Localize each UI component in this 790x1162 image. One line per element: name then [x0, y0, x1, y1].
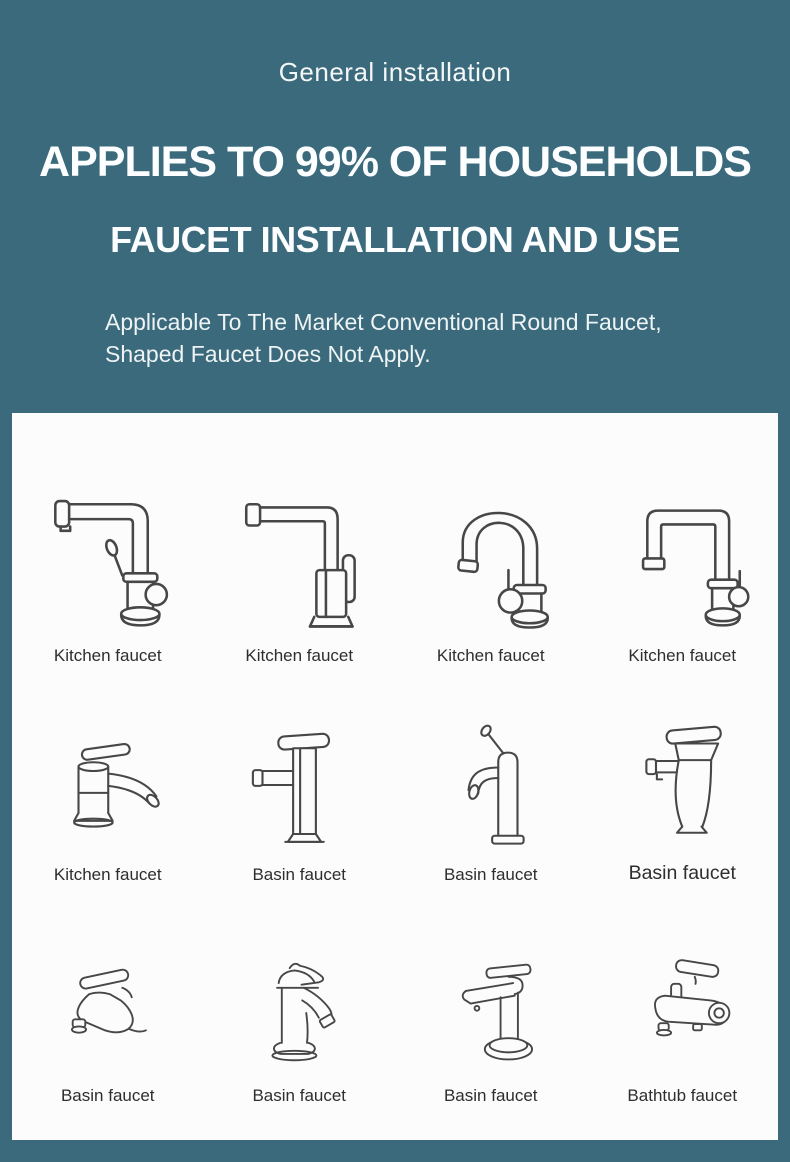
applicability-note — [0, 307, 790, 370]
basin-faucet-tapered-icon — [621, 712, 744, 852]
basin-faucet-swan-icon — [244, 950, 354, 1076]
faucet-cell — [587, 690, 779, 925]
faucet-label: Kitchen faucet — [53, 865, 162, 884]
basin-faucet-compact-icon — [53, 950, 163, 1076]
faucet-label: Kitchen faucet — [245, 646, 354, 665]
sub-heading: FAUCET INSTALLATION AND USE — [110, 219, 680, 260]
note-line-1: Applicable To The Market Conventional Round Faucet, — [105, 309, 662, 335]
header-section — [0, 0, 790, 413]
faucet-cell — [395, 925, 587, 1140]
kitchen-faucet-gooseneck-icon — [416, 466, 565, 636]
faucet-label: Basin faucet — [252, 1086, 347, 1105]
faucet-cell — [587, 925, 779, 1140]
faucet-cell — [395, 690, 587, 925]
basin-faucet-tall-icon — [436, 950, 546, 1076]
faucet-label: Basin faucet — [443, 1086, 538, 1105]
faucet-label: Kitchen faucet — [628, 646, 737, 665]
kitchen-faucet-long-spout-icon — [47, 715, 170, 855]
faucet-label: Bathtub faucet — [627, 1086, 738, 1105]
faucet-cell — [204, 413, 396, 690]
basin-faucet-pillar-icon — [430, 715, 553, 855]
bathtub-faucet-icon — [627, 950, 737, 1076]
main-heading: APPLIES TO 99% OF HOUSEHOLDS — [39, 138, 751, 186]
note-line-2: Shaped Faucet Does Not Apply. — [105, 340, 431, 367]
faucet-cell — [12, 925, 204, 1140]
kitchen-faucet-l-spout-icon — [33, 466, 182, 636]
basin-faucet-column-icon — [238, 715, 361, 855]
faucet-cell — [204, 925, 396, 1140]
faucet-label: Basin faucet — [252, 865, 347, 884]
faucet-cell — [587, 413, 779, 690]
faucet-label: Basin faucet — [443, 865, 538, 884]
faucet-label: Basin faucet — [60, 1086, 155, 1105]
faucet-label: Basin faucet — [628, 862, 736, 884]
faucet-label: Kitchen faucet — [53, 646, 162, 665]
faucet-cell — [204, 690, 396, 925]
kitchen-faucet-angular-icon — [225, 466, 374, 636]
faucet-cell — [395, 413, 587, 690]
faucet-label: Kitchen faucet — [436, 646, 545, 665]
eyebrow-title: General installation — [278, 57, 512, 87]
faucet-cell — [12, 690, 204, 925]
faucet-grid-panel — [12, 413, 778, 1140]
kitchen-faucet-square-arch-icon — [608, 466, 757, 636]
faucet-cell — [12, 413, 204, 690]
